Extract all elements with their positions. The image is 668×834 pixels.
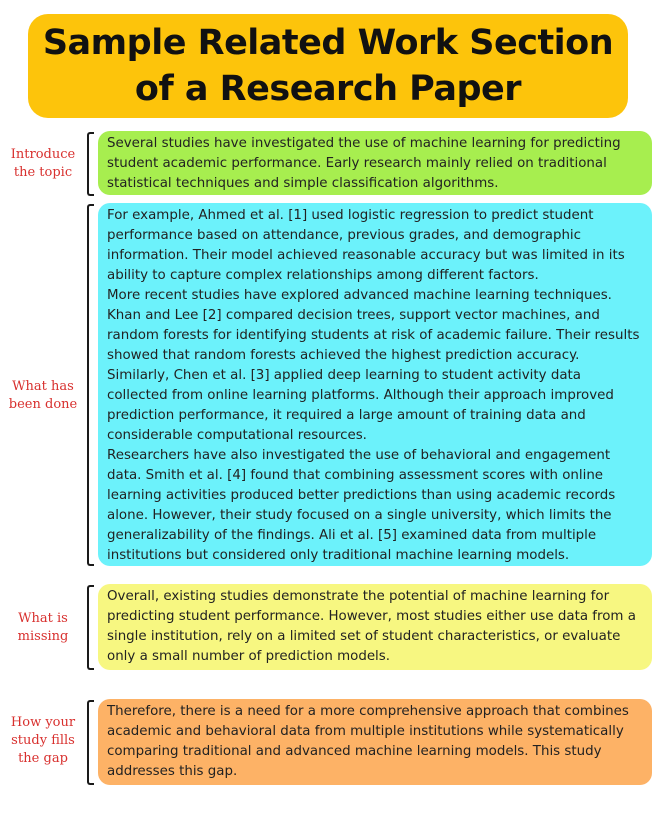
section-label-introduce: Introduce the topic [10,147,76,180]
page-title-line-1: Sample Related Work Section [42,23,614,63]
section-bracket-introduce [87,132,94,196]
page-title-line-2: of a Research Paper [134,69,522,109]
section-bracket-missing [87,585,94,670]
section-label-done: What has been done [8,379,78,412]
section-bracket-fills-gap [87,700,94,785]
section-box-done [98,203,652,566]
section-paragraph: Overall, existing studies demonstrate the potential of machine learning for predicting student performance. However, most studies either use data from a single institution, rely on a limited set of student characteristics, or evaluate only a small number of prediction models. [107,589,636,664]
section-label-missing: What is missing [17,611,69,644]
section-box-missing [98,584,652,670]
section-paragraph: Therefore, there is a need for a more comprehensive approach that combines academic and behavioral data from multiple institutions while systematically comparing traditional and advanced machine learning models. This study addresses this gap. [107,704,629,779]
section-paragraph: For example, Ahmed et al. [1] used logistic regression to predict student performance based on attendance, previous grades, and demographic information. Their model achieved reasonable accuracy but was limited in its ability to capture complex relationships among different factors. [107,208,625,283]
section-paragraph: Researchers have also investigated the use of behavioral and engagement data. Smith et al. [4] found that combining assessment scores with online learning activities produced better predictions than using academic records alone. However, their study focused on a single university, which limits the generalizability of the findings. Ali et al. [5] examined data from multiple institutions but considered only traditional machine learning models. [107,448,616,563]
section-paragraph: More recent studies have explored advanced machine learning techniques. Khan and Lee [2] compared decision trees, support vector machines, and random forests for identifying students at risk of academic failure. Their results showed that random forests achieved the highest prediction accuracy. Similarly, Chen et al. [3] applied deep learning to student activity data collected from online learning platforms. Although their approach improved prediction performance, it required a large amount of training data and considerable computational resources. [107,288,640,443]
section-label-fills-gap: How your study fills the gap [10,715,76,766]
section-bracket-done [87,204,94,566]
title-banner [28,14,628,118]
section-box-fills-gap [98,699,652,785]
section-box-introduce [98,131,652,195]
section-paragraph: Several studies have investigated the use of machine learning for predicting student academic performance. Early research mainly relied on traditional statistical techniques and simple classification algorithms. [107,136,621,191]
